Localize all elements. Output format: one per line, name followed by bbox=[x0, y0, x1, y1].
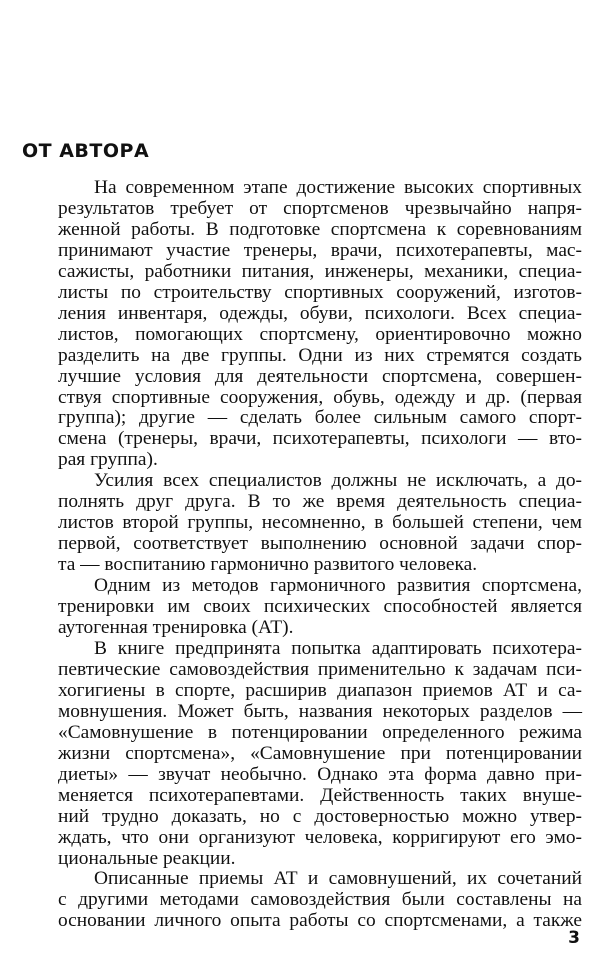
text-line: хогигиены в спорте, расширив диапазон приемов АТ и са- bbox=[58, 679, 582, 701]
paragraph bbox=[22, 639, 582, 869]
paragraph bbox=[22, 178, 582, 471]
text-line: Усилия всех специалистов должны не исключать, а до- bbox=[94, 470, 582, 492]
paragraph bbox=[22, 869, 582, 932]
text-line: диеты» — звучат необычно. Однако эта форма давно при- bbox=[58, 763, 582, 785]
text-line: ления инвентаря, одежды, обуви, психологи. Всех специа- bbox=[58, 302, 582, 324]
text-line: рая группа). bbox=[58, 449, 158, 471]
text-line: смена (тренеры, врачи, психотерапевты, психологи — вто- bbox=[58, 428, 582, 450]
text-line: меняется психотерапевтами. Действенность таких внуше- bbox=[58, 784, 582, 806]
text-line: та — воспитанию гармонично развитого человека. bbox=[58, 554, 478, 576]
text-line: сажисты, работники питания, инженеры, механики, специа- bbox=[58, 260, 582, 282]
text-line: ствуя спортивные сооружения, обувь, одежду и др. (первая bbox=[58, 386, 582, 408]
text-line: В книге предпринята попытка адаптировать психотера- bbox=[94, 637, 582, 659]
text-line: ний трудно доказать, но с достоверностью можно утвер- bbox=[58, 805, 582, 827]
section-heading: ОТ АВТОРА bbox=[22, 140, 150, 162]
paragraph bbox=[22, 471, 582, 576]
text-line: мовнушения. Может быть, названия некоторых разделов — bbox=[58, 700, 582, 722]
paragraph bbox=[22, 576, 582, 639]
text-line: с другими методами самовоздействия были составлены на bbox=[58, 889, 582, 911]
text-line: певтические самовоздействия применительно к задачам пси- bbox=[58, 658, 582, 680]
text-line: первой, соответствует выполнению основной задачи спор- bbox=[58, 533, 582, 555]
text-line: Описанные приемы АТ и самовнушений, их сочетаний bbox=[94, 868, 582, 890]
text-line: жизни спортсмена», «Самовнушение при потенцировании bbox=[58, 742, 582, 764]
text-line: полнять друг друга. В то же время деятельность специа- bbox=[58, 491, 582, 513]
text-line: тренировки им своих психических способностей является bbox=[58, 596, 582, 618]
text-line: ждать, что они организуют человека, корригируют его эмо- bbox=[58, 826, 582, 848]
text-line: листы по строительству спортивных сооружений, изготов- bbox=[58, 281, 582, 303]
text-line: группа); другие — сделать более сильным самого спорт- bbox=[58, 407, 582, 429]
text-line: Одним из методов гармоничного развития спортсмена, bbox=[94, 575, 582, 597]
text-line: лучшие условия для деятельности спортсмена, совершен- bbox=[58, 365, 582, 387]
text-line: листов, помогающих спортсмену, ориентировочно можно bbox=[58, 323, 582, 345]
text-line: аутогенная тренировка (АТ). bbox=[58, 617, 294, 639]
text-line: женной работы. В подготовке спортсмена к соревнованиям bbox=[58, 218, 582, 240]
text-line: листов второй группы, несомненно, в большей степени, чем bbox=[58, 512, 582, 534]
body-text bbox=[22, 178, 582, 932]
text-line: результатов требует от спортсменов чрезвычайно напря- bbox=[58, 197, 582, 219]
text-line: На современном этапе достижение высоких спортивных bbox=[94, 177, 582, 198]
text-line: основании личного опыта работы со спортсменами, а также bbox=[58, 910, 582, 932]
page-number: 3 bbox=[568, 928, 580, 948]
text-line: циональные реакции. bbox=[58, 847, 236, 869]
text-line: «Самовнушение в потенцировании определенного режима bbox=[58, 721, 582, 743]
text-line: разделить на две группы. Одни из них стремятся создать bbox=[58, 344, 582, 366]
text-line: принимают участие тренеры, врачи, психотерапевты, мас- bbox=[58, 239, 582, 261]
